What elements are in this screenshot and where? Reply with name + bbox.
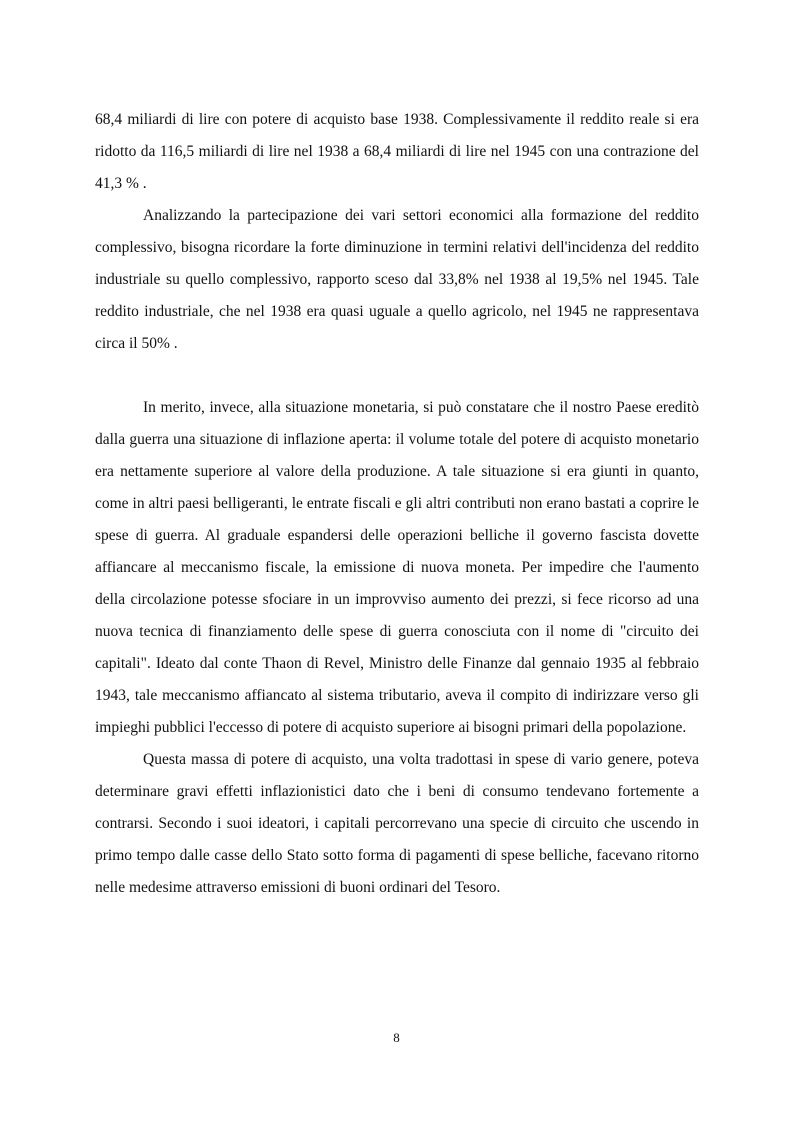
paragraph-settori-economici: Analizzando la partecipazione dei vari settori economici alla formazione del reddito complessivo, bisogna ricordare la forte diminuzione in termini relativi dell'incidenza del reddito industriale su quello complessivo, rapporto sceso dal 33,8% nel 1938 al 19,5% nel 1945. Tale reddito industriale, che nel 1938 era quasi uguale a quello agricolo, nel 1945 ne rappresentava circa il 50% . bbox=[95, 207, 699, 352]
paragraph-gap bbox=[95, 360, 699, 392]
page-number: 8 bbox=[393, 1030, 400, 1045]
paragraph-potere-di-acquisto: Questa massa di potere di acquisto, una volta tradottasi in spese di vario genere, poteva determinare gravi effetti inflazionistici dato che i beni di consumo tendevano fortemente a contrarsi. Secondo i suoi ideatori, i capitali percorrevano una specie di circuito che uscendo in primo tempo dalle casse dello Stato sotto forma di pagamenti di spese belliche, facevano ritorno nelle medesime attraverso emissioni di buoni ordinari del Tesoro. bbox=[95, 751, 699, 896]
paragraph-situazione-monetaria: In merito, invece, alla situazione monetaria, si può constatare che il nostro Paese ereditò dalla guerra una situazione di inflazione aperta: il volume totale del potere di acquisto monetario era nettamente superiore al valore della produzione. A tale situazione si era giunti in quanto, come in altri paesi belligeranti, le entrate fiscali e gli altri contributi non erano bastati a coprire le spese di guerra. Al graduale espandersi delle operazioni belliche il governo fascista dovette affiancare al meccanismo fiscale, la emissione di nuova moneta. Per impedire che l'aumento della circolazione potesse sfociare in un improvviso aumento dei prezzi, si fece ricorso ad una nuova tecnica di finanziamento delle spese di guerra conosciuta con il nome di "circuito dei capitali". Ideato dal conte Thaon di Revel, Ministro delle Finanze dal gennaio 1935 al febbraio 1943, tale meccanismo affiancato al sistema tributario, aveva il compito di indirizzare verso gli impieghi pubblici l'eccesso di potere di acquisto superiore ai bisogni primari della popolazione. bbox=[95, 399, 699, 736]
page-body bbox=[95, 104, 699, 904]
paragraph-reddito-reale: 68,4 miliardi di lire con potere di acquisto base 1938. Complessivamente il reddito reale si era ridotto da 116,5 miliardi di lire nel 1938 a 68,4 miliardi di lire nel 1945 con una contrazione del 41,3 % . bbox=[95, 111, 699, 192]
